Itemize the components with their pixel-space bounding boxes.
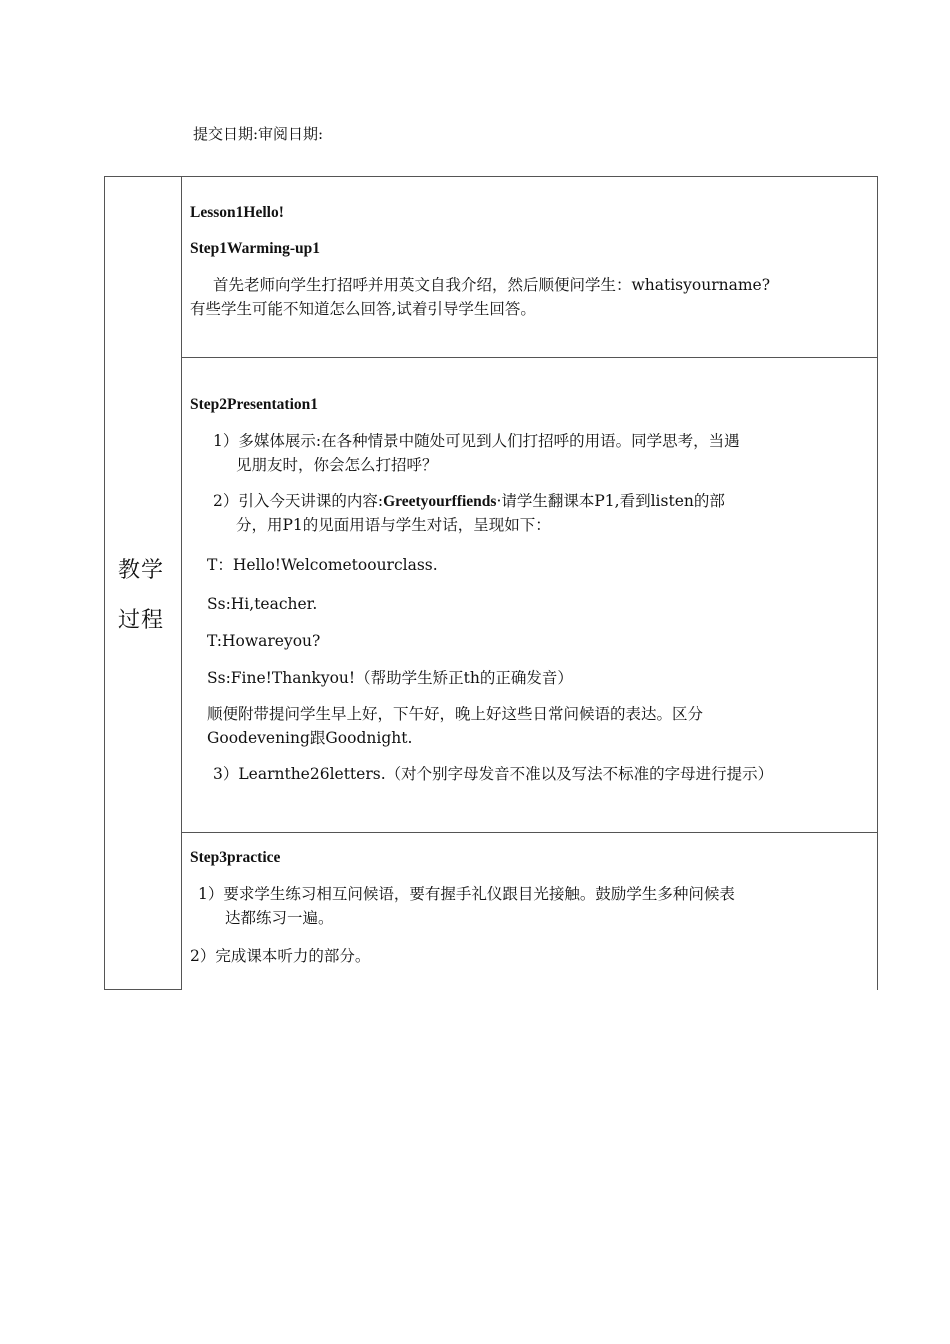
row-label-line2: 过程 [118, 608, 165, 633]
step2-note-line1: 顺便附带提问学生早上好，下午好，晚上好这些日常问候语的表达。区分 [207, 705, 704, 723]
step1-paragraph-line1: 首先老师向学生打招呼并用英文自我介绍，然后顺便问学生：whatisyourname? [213, 276, 771, 294]
row-label-line1: 教学 [118, 558, 165, 583]
dialog-line: T：Hello!Welcometoourclass. [207, 556, 438, 574]
step3-heading: Step3practice [190, 849, 281, 866]
submit-review-dates: 提交日期:审阅日期: [193, 125, 324, 143]
step2-item3: 3）Learnthe26letters.（对个别字母发音不准以及写法不标准的字母进行提示） [213, 765, 774, 783]
section-divider [182, 357, 878, 358]
lesson-title: Lesson1Hello! [190, 204, 284, 221]
item2-bold-topic: Greetyourffiends [383, 493, 497, 510]
dialog-line: Ss:Hi,teacher. [207, 595, 318, 613]
step3-item1-line2: 达都练习一遍。 [225, 909, 334, 927]
step1-heading: Step1Warming-up1 [190, 240, 321, 257]
step2-item1-line2: 见朋友时，你会怎么打招呼？ [236, 456, 438, 474]
step2-item2-line2: 分，用P1的见面用语与学生对话，呈现如下： [236, 516, 551, 534]
step2-item2-line1 [213, 489, 725, 514]
section-divider [182, 832, 878, 833]
step2-note-line2: Goodevening跟Goodnight. [207, 729, 413, 747]
step1-paragraph-line2: 有些学生可能不知道怎么回答,试着引导学生回答。 [190, 300, 536, 318]
step3-item1-line1: 1）要求学生练习相互问候语，要有握手礼仪跟目光接触。鼓励学生多种问候表 [198, 885, 735, 903]
dialog-line: Ss:Fine!Thankyou!（帮助学生矫正th的正确发音） [207, 669, 573, 687]
item2-prefix: 2）引入今天讲课的内容: [213, 492, 384, 510]
step2-item1-line1: 1）多媒体展示:在各种情景中随处可见到人们打招呼的用语。同学思考，当遇 [213, 432, 740, 450]
step3-item2: 2）完成课本听力的部分。 [190, 947, 371, 965]
dialog-line: T:Howareyou? [207, 632, 321, 650]
step2-heading: Step2Presentation1 [190, 396, 319, 413]
item2-suffix: ·请学生翻课本P1,看到listen的部 [496, 492, 725, 510]
